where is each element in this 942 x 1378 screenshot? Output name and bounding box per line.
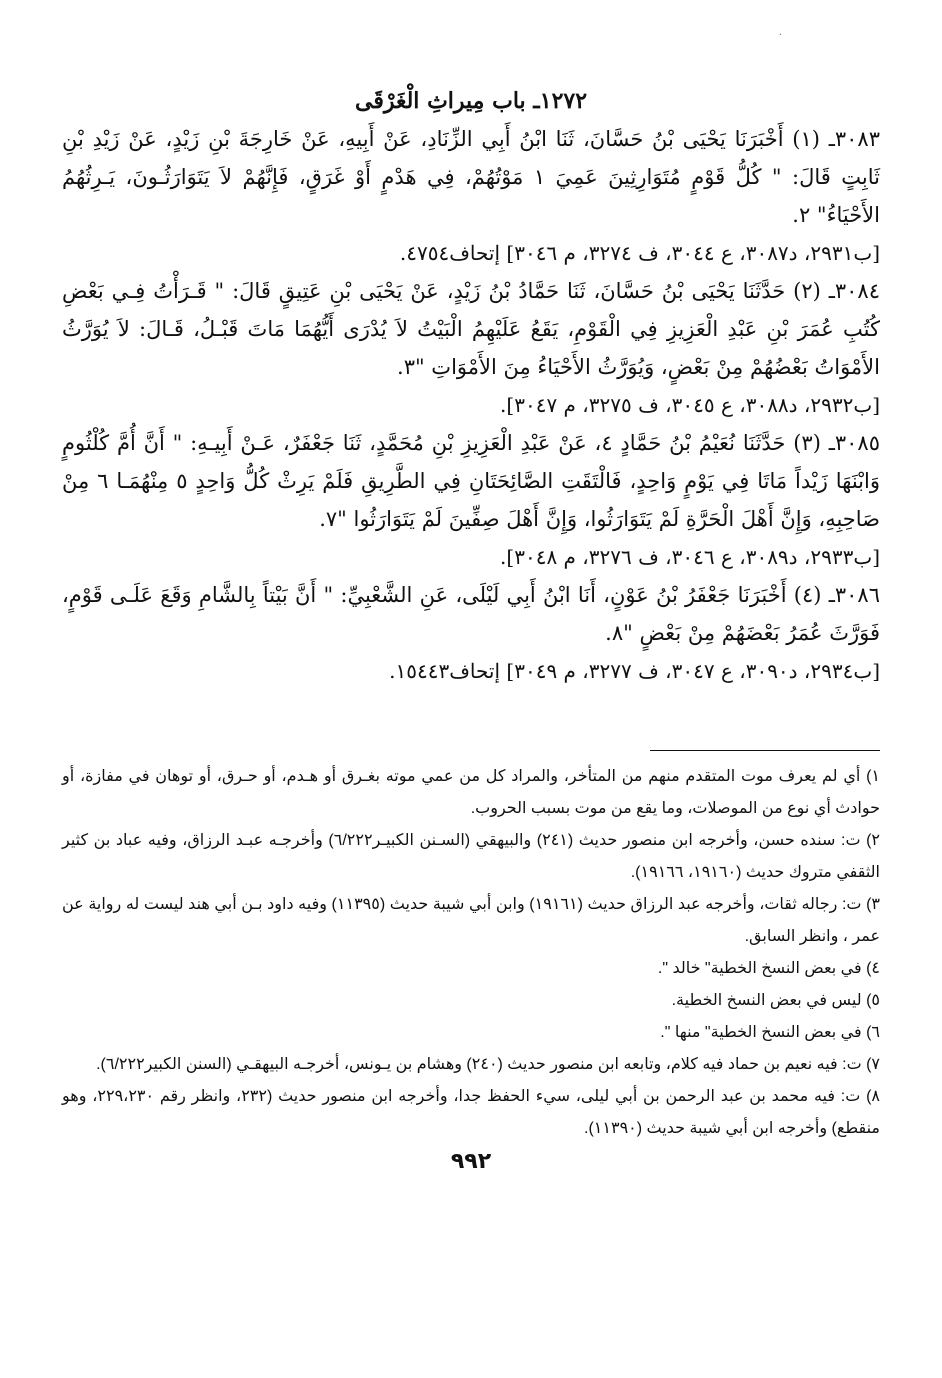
hadith-3085-refs: [ب٢٩٣٣، د٣٠٨٩، ع ٣٠٤٦، ف ٣٢٧٦، م ٣٠٤٨]. (500, 545, 880, 569)
hadith-3083-refs: [ب٢٩٣١، د٣٠٨٧، ع ٣٠٤٤، ف ٣٢٧٤، م ٣٠٤٦] إتحاف٤٧٥٤. (399, 241, 880, 265)
hadith-3085: ٣٠٨٥ـ (٣) حَدَّثَنَا نُعَيْمُ بْنُ حَمَّادٍ ٤، عَنْ عَبْدِ الْعَزِيزِ بْنِ مُحَمَّدٍ، ثَنَا جَعْفَرٌ، عَـنْ أَبِيـهِ: " أَنَّ أُمَّ كُلْثُومٍ وَابْنَهَا زَيْداً مَاتَا فِي يَوْمٍ وَاحِدٍ، فَالْتَقَتِ الصَّائِحَتَانِ فِي الطَّرِيقِ فَلَمْ يَرِثْ كُلُّ وَاحِدٍ ٥ مِنْهُمَـا ٦ مِنْ صَاحِبِهِ، وَإِنَّ أَهْلَ الْحَرَّةِ لَمْ يَتَوَارَثُوا، وَإِنَّ أَهْلَ صِفِّينَ لَمْ يَتَوَارَثُوا "٧. (62, 431, 880, 531)
hadith-3084-refs: [ب٢٩٣٢، د٣٠٨٨، ع ٣٠٤٥، ف ٣٢٧٥، م ٣٠٤٧]. (500, 393, 880, 417)
footnote-7: ٧) ت: فيه نعيم بن حماد فيه كلام، وتابعه ابن منصور حديث (٢٤٠) وهشام بن يـونس، أخرجـه البيهقـي (السنن الكبير٦/٢٢٢). (96, 1056, 880, 1073)
page-number: ٩٩٢ (450, 1149, 492, 1174)
footnote-4: ٤) في بعض النسخ الخطية" خالد ". (657, 960, 880, 977)
hadith-section (62, 120, 880, 690)
footnote-1: ١) أي لم يعرف موت المتقدم منهم من المتأخر، والمراد كل من عمي موته بغـرق أو هـدم، أو حـرق، أو توهان في مفازة، أو حوادث أي نوع من الموصلات، وما يقع من موت بسبب الحروب. (62, 768, 880, 817)
footnote-8: ٨) ت: فيه محمد بن عبد الرحمن بن أبي ليلى، سيء الحفظ جدا، وأخرجه ابن منصور حديث (٢٣٢، وانظر رقم ٢٢٩،٢٣٠، وهو منقطع) وأخرجه ابن أبي شيبة حديث (١١٣٩٠). (62, 1088, 880, 1137)
footnote-2: ٢) ت: سنده حسن، وأخرجه ابن منصور حديث (٢٤١) والبيهقي (السـنن الكبيـر٦/٢٢٢) وأخرجـه عبـد الرزاق، وفيه عباد بن كثير الثقفي متروك حديث (١٩١٦٠، ١٩١٦٦). (62, 832, 881, 881)
footnote-divider (650, 750, 880, 751)
hadith-3084: ٣٠٨٤ـ (٢) حَدَّثَنَا يَحْيَى بْنُ حَسَّانَ، ثَنَا حَمَّادُ بْنُ زَيْدٍ، عَنْ يَحْيَى بْنِ عَتِيقٍ قَالَ: " قَـرَأْتُ فِـي بَعْضِ كُتُبِ عُمَرَ بْنِ عَبْدِ الْعَزِيزِ فِي الْقَوْمِ، يَقَعُ عَلَيْهِمُ الْبَيْتُ لاَ يُدْرَى أَيُّهُمَا مَاتَ قَبْـلُ، قَـالَ: لاَ يُوَرَّثُ الأَمْوَاتُ بَعْضُهُمْ مِنْ بَعْضٍ، وَيُوَرَّثُ الأَحْيَاءُ مِنَ الأَمْوَاتِ "٣. (62, 279, 880, 379)
footnote-5: ٥) ليس في بعض النسخ الخطية. (671, 992, 880, 1009)
hadith-3086-refs: [ب٢٩٣٤، د٣٠٩٠، ع ٣٠٤٧، ف ٣٢٧٧، م ٣٠٤٩] إتحاف١٥٤٤٣. (389, 659, 880, 683)
footnote-3: ٣) ت: رجاله ثقات، وأخرجه عبد الرزاق حديث (١٩١٦١) وابن أبي شيبة حديث (١١٣٩٥) وفيه داود بـن أبي هند ليست له رواية عن عمر ، وانظر السابق. (62, 896, 881, 945)
footnote-6: ٦) في بعض النسخ الخطية" منها ". (660, 1024, 880, 1041)
hadith-3083: ٣٠٨٣ـ (١) أَخْبَرَنَا يَحْيَى بْنُ حَسَّانَ، ثَنَا ابْنُ أَبِي الزِّنَادِ، عَنْ أَبِيهِ، عَنْ خَارِجَةَ بْنِ زَيْدٍ، عَنْ زَيْدِ بْنِ ثَابِتٍ قَالَ: " كُلُّ قَوْمٍ مُتَوَارِثِينَ عَمِيَ ١ مَوْتُهُمْ، فِي هَدْمٍ أَوْ غَرَقٍ، فَإِنَّهُمْ لاَ يَتَوَارَثُـونَ، يَـرِثُهُمُ الأَحْيَاءُ" ٢. (62, 127, 880, 227)
scan-speck: · (778, 30, 782, 41)
footnotes (62, 761, 880, 1145)
chapter-title: ١٢٧٢ـ باب مِيراثِ الْغَرْقَى (354, 88, 588, 114)
hadith-3086: ٣٠٨٦ـ (٤) أَخْبَرَنَا جَعْفَرُ بْنُ عَوْنٍ، أَنَا ابْنُ أَبِي لَيْلَى، عَنِ الشَّعْبِيِّ: " أَنَّ بَيْتاً بِالشَّامِ وَقَعَ عَلَـى قَوْمٍ، فَوَرَّثَ عُمَرُ بَعْضَهُمْ مِنْ بَعْضٍ "٨. (62, 583, 880, 645)
